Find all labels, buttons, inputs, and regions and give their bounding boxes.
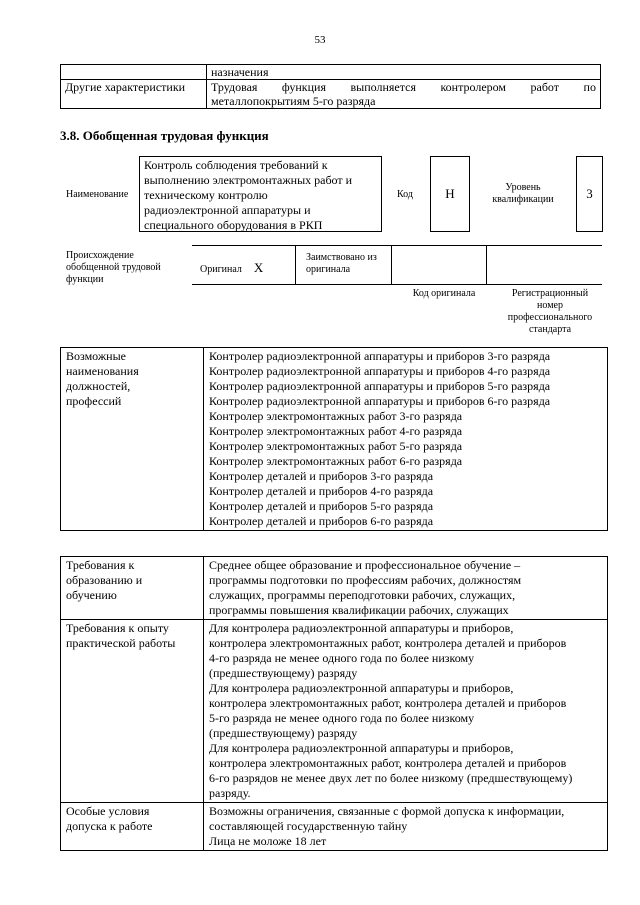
- text-line: Среднее общее образование и профессиональное обучение –: [209, 558, 521, 572]
- position-item: Контролер деталей и приборов 4-го разряда: [209, 484, 434, 498]
- name-line: специального оборудования в РКП: [144, 218, 323, 232]
- text-line: 6-го разрядов не менее двух лет по более низкому (предшествующему): [209, 771, 573, 785]
- original-cell: [192, 246, 296, 284]
- reg-caption-line: Регистрационный: [511, 288, 589, 299]
- requirements-table: [60, 556, 608, 851]
- function-name-box: [139, 156, 382, 232]
- name-line: Контроль соблюдения требований к: [144, 158, 328, 172]
- page-number: 53: [314, 34, 326, 46]
- experience-row: [61, 620, 608, 803]
- justified-line: [211, 80, 596, 94]
- level-label: [484, 182, 562, 206]
- other-characteristics-table: [60, 64, 601, 109]
- text-line: служащих, программы переподготовки рабочих, служащих,: [209, 588, 516, 602]
- position-item: Контролер электромонтажных работ 6-го разряда: [209, 454, 463, 468]
- text-line: разряду.: [209, 786, 251, 800]
- code-label: Код: [397, 189, 413, 200]
- position-item: Контролер электромонтажных работ 5-го разряда: [209, 439, 463, 453]
- position-item: Контролер электромонтажных работ 3-го разряда: [209, 409, 463, 423]
- text-line: составляющей государственную тайну: [209, 819, 408, 833]
- origin-label-line: обобщенной трудовой: [66, 262, 161, 273]
- text-line: металлопокрытиям 5-го разряда: [211, 94, 376, 108]
- reg-caption-line: номер: [537, 300, 563, 311]
- text-line: (предшествующему) разряду: [209, 666, 358, 680]
- position-item: Контролер деталей и приборов 3-го разряда: [209, 469, 434, 483]
- text-line: программы подготовки по профессиям рабочих, должностям: [209, 573, 522, 587]
- label-line: обучению: [66, 588, 117, 602]
- label-line: Требования к: [66, 558, 135, 572]
- section-title: 3.8. Обобщенная трудовая функция: [60, 128, 269, 143]
- special-conditions-row: [61, 803, 608, 851]
- label-line: должностей,: [66, 379, 131, 393]
- code-original-cell: [392, 246, 487, 284]
- reg-number-caption: [496, 288, 604, 336]
- special-conditions-label: [61, 803, 204, 851]
- origin-label: [66, 250, 161, 286]
- reg-number-cell: [487, 246, 602, 284]
- word: функция: [281, 80, 326, 94]
- word: выполняется: [350, 80, 416, 94]
- position-item: Контролер электромонтажных работ 4-го разряда: [209, 424, 463, 438]
- borrowed-label-line: оригинала: [306, 264, 351, 275]
- level-label-line: Уровень: [505, 182, 541, 193]
- positions-list: [204, 348, 608, 531]
- other-characteristics-text: [207, 80, 601, 109]
- label-line: профессий: [66, 394, 122, 408]
- word: контролером: [440, 80, 507, 94]
- label-line: Требования к опыту: [66, 621, 169, 635]
- text-line: контролера электромонтажных работ, контролера деталей и приборов: [209, 756, 567, 770]
- positions-label: [61, 348, 204, 531]
- label-line: образованию и: [66, 573, 143, 587]
- reg-caption-line: стандарта: [528, 324, 572, 335]
- position-item: Контролер радиоэлектронной аппаратуры и приборов 5-го разряда: [209, 379, 551, 393]
- origin-label-line: Происхождение: [66, 250, 134, 261]
- level-value: 3: [576, 156, 603, 232]
- word: Трудовая: [211, 80, 258, 94]
- name-line: радиоэлектронной аппаратуры и: [144, 203, 311, 217]
- text-line: Лица не моложе 18 лет: [209, 834, 327, 848]
- word: по: [583, 80, 596, 94]
- text-line: контролера электромонтажных работ, контролера деталей и приборов: [209, 636, 567, 650]
- label-line: наименования: [66, 364, 139, 378]
- reg-caption-line: профессионального: [507, 312, 593, 323]
- word: работ: [530, 80, 560, 94]
- position-item: Контролер радиоэлектронной аппаратуры и приборов 3-го разряда: [209, 349, 551, 363]
- continued-text: назначения: [207, 65, 601, 80]
- text-line: Для контролера радиоэлектронной аппаратуры и приборов,: [209, 741, 514, 755]
- position-item: Контролер деталей и приборов 6-го разряда: [209, 514, 434, 528]
- borrowed-label-line: Заимствовано из: [306, 252, 377, 263]
- original-label: Оригинал: [200, 264, 242, 275]
- education-label: [61, 557, 204, 620]
- level-label-line: квалификации: [492, 194, 554, 205]
- label-line: практической работы: [66, 636, 176, 650]
- text-line: контролера электромонтажных работ, контролера деталей и приборов: [209, 696, 567, 710]
- borrowed-cell: [296, 246, 392, 284]
- text-line: 4-го разряда не менее одного года по более низкому: [209, 651, 475, 665]
- label-line: Возможные: [66, 349, 126, 363]
- text-line: Для контролера радиоэлектронной аппаратуры и приборов,: [209, 681, 514, 695]
- name-label: Наименование: [66, 189, 129, 200]
- name-line: техническому контролю: [144, 188, 268, 202]
- experience-label: [61, 620, 204, 803]
- education-text: [204, 557, 608, 620]
- name-line: выполнению электромонтажных работ и: [144, 173, 353, 187]
- origin-label-line: функции: [66, 274, 104, 285]
- education-row: [61, 557, 608, 620]
- empty-label-cell: [61, 65, 207, 80]
- text-line: Для контролера радиоэлектронной аппаратуры и приборов,: [209, 621, 514, 635]
- special-conditions-text: [204, 803, 608, 851]
- code-value: H: [430, 156, 470, 232]
- text-line: Возможны ограничения, связанные с формой допуска к информации,: [209, 804, 565, 818]
- position-item: Контролер радиоэлектронной аппаратуры и приборов 4-го разряда: [209, 364, 551, 378]
- text-line: программы повышения квалификации рабочих, служащих: [209, 603, 509, 617]
- label-line: допуска к работе: [66, 819, 153, 833]
- text-line: 5-го разряда не менее одного года по более низкому: [209, 711, 475, 725]
- position-item: Контролер деталей и приборов 5-го разряда: [209, 499, 434, 513]
- code-original-caption: Код оригинала: [412, 288, 476, 299]
- position-item: Контролер радиоэлектронной аппаратуры и приборов 6-го разряда: [209, 394, 551, 408]
- label-line: Особые условия: [66, 804, 150, 818]
- other-characteristics-label: Другие характеристики: [61, 80, 207, 109]
- experience-text: [204, 620, 608, 803]
- origin-row: [192, 245, 602, 285]
- original-mark: X: [253, 260, 264, 275]
- text-line: (предшествующему) разряду: [209, 726, 358, 740]
- positions-table: [60, 347, 608, 531]
